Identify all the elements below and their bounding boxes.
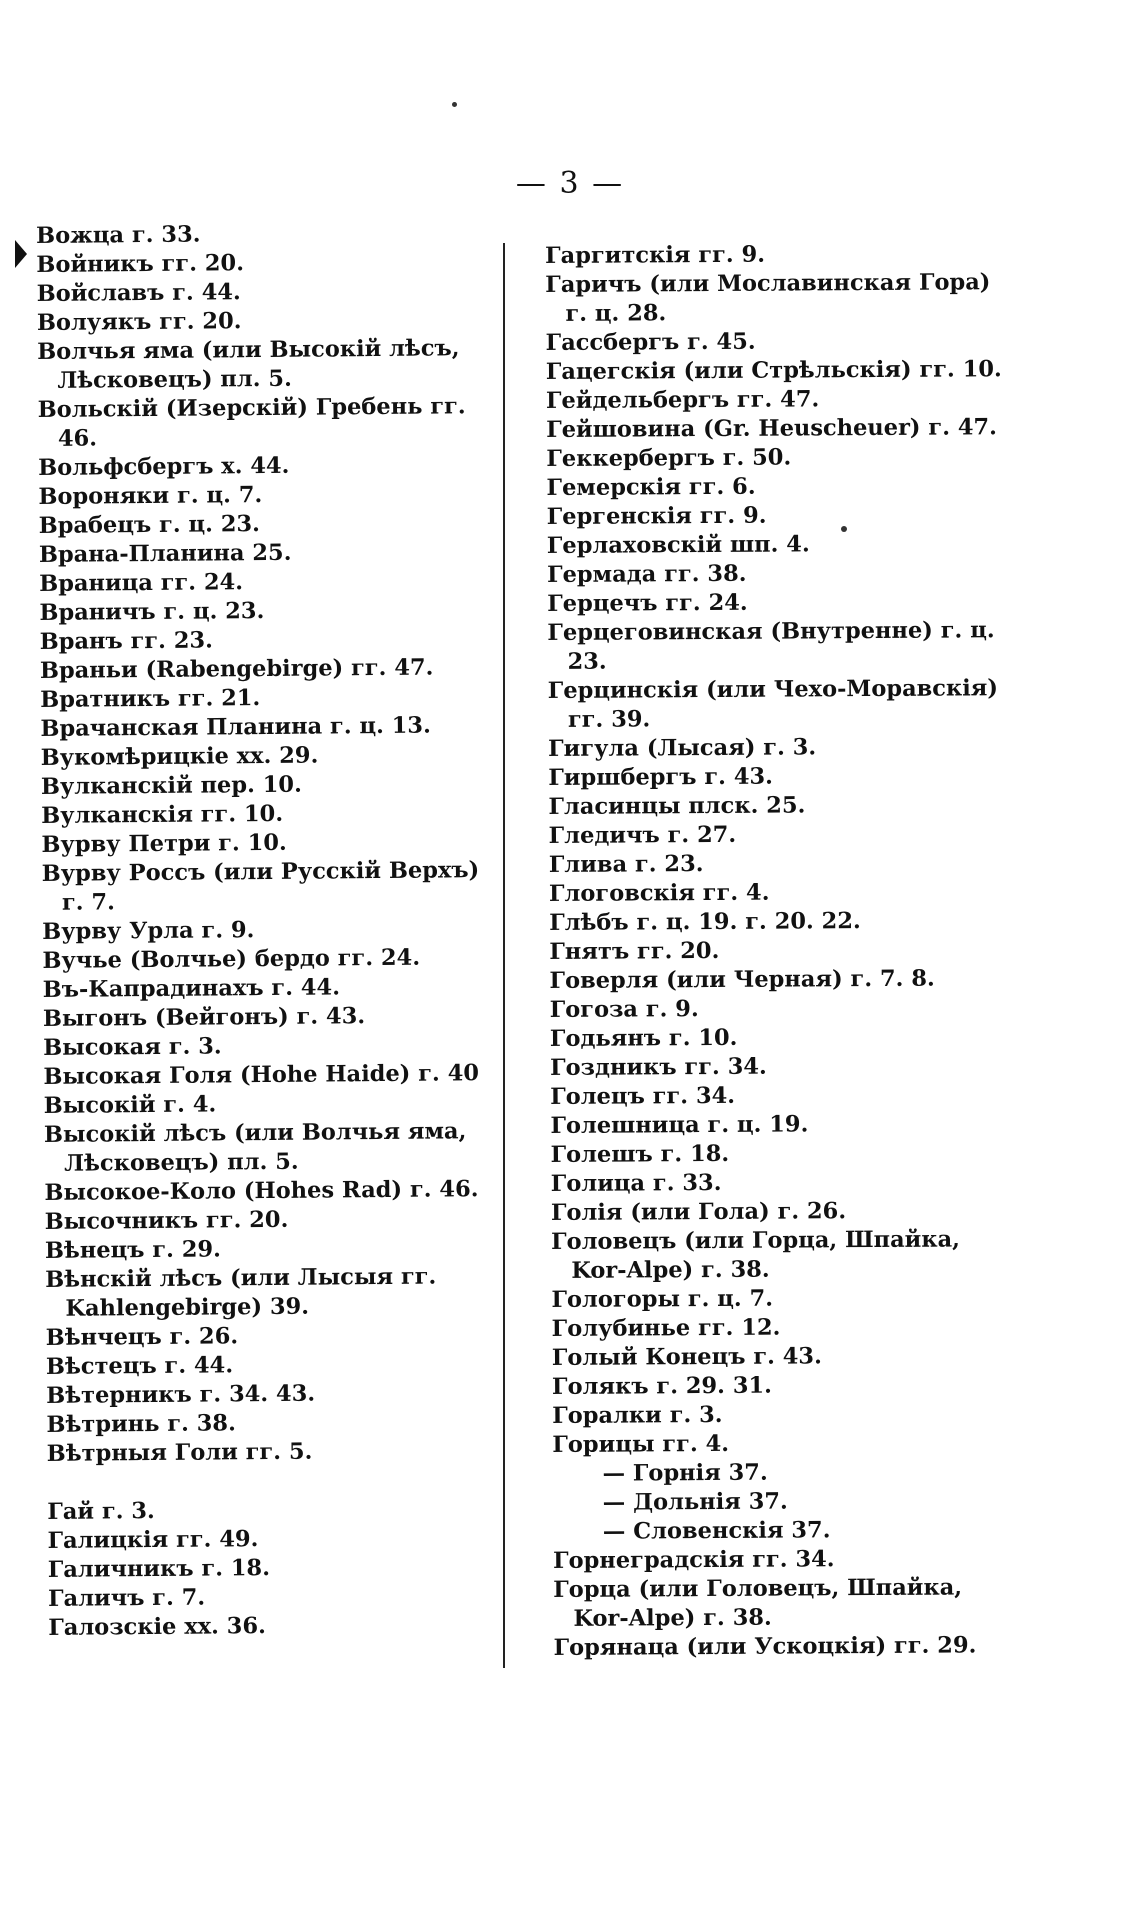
- index-entry: Геккербергъ г. 50.: [546, 444, 792, 472]
- index-entry: Голица г. 33.: [550, 1169, 722, 1197]
- index-entry: Волуякъ гг. 20.: [36, 308, 242, 336]
- index-entry: Гермада гг. 38.: [546, 560, 747, 588]
- index-entry: Вурву Урла г. 9.: [42, 917, 255, 945]
- index-entry: Гассбергъ г. 45.: [545, 328, 756, 356]
- index-entry: Голубинье гг. 12.: [551, 1314, 781, 1342]
- index-entry: Вѣтринь г. 38.: [46, 1410, 236, 1438]
- ink-speck: [841, 526, 847, 532]
- index-entry: Высочникъ гг. 20.: [44, 1206, 289, 1235]
- index-entry: Голый Конецъ г. 43.: [551, 1343, 822, 1371]
- index-entry: Горалки г. 3.: [552, 1401, 723, 1429]
- index-entry: Вѣтрныя Голи гг. 5.: [46, 1438, 313, 1467]
- index-entry: Гигула (Лысая) г. 3.: [548, 734, 817, 762]
- index-entry: Вѣстецъ г. 44.: [45, 1352, 234, 1380]
- index-subentry: — Дольнія 37.: [602, 1488, 788, 1516]
- index-entry: Горца (или Головецъ, Шпайка, Kor-Alpe) г. 38.: [553, 1574, 963, 1632]
- section-gap: [47, 1465, 487, 1498]
- index-entry: Голешъ г. 18.: [550, 1140, 730, 1168]
- index-entry: Вурву Петри г. 10.: [41, 829, 287, 858]
- index-entry: Гоздникъ гг. 34.: [549, 1053, 767, 1081]
- index-entry: Галичникъ г. 18.: [47, 1555, 271, 1583]
- index-entry: Вулканскія гг. 10.: [41, 800, 284, 829]
- index-entry: Высокій г. 4.: [43, 1091, 217, 1119]
- index-entry: Врачанская Планина г. ц. 13.: [40, 712, 431, 742]
- index-entry: Гемерскія гг. 6.: [546, 473, 756, 501]
- index-entry: Врана-Планина 25.: [38, 539, 292, 568]
- index-entry: Гласинцы плск. 25.: [548, 792, 806, 820]
- index-entry: Гергенскія гг. 9.: [546, 502, 767, 530]
- index-entry: Герцеговинская (Внутренне) г. ц. 23.: [547, 617, 995, 675]
- index-subentry: — Словенскія 37.: [602, 1517, 831, 1545]
- index-entry: Вороняки г. ц. 7.: [38, 482, 263, 510]
- index-entry: Говерля (или Черная) г. 7. 8.: [549, 965, 935, 994]
- index-entry: Годьянъ г. 10.: [549, 1024, 738, 1052]
- index-entry: Вольфсбергъ х. 44.: [38, 452, 290, 481]
- index-entry: Вратникъ гг. 21.: [40, 685, 261, 713]
- index-entry: Вѣтерникъ г. 34. 43.: [46, 1380, 316, 1409]
- index-entry: Гологоры г. ц. 7.: [551, 1285, 774, 1313]
- index-entry: Вѣнецъ г. 29.: [44, 1236, 222, 1264]
- index-entry: Войславъ г. 44.: [36, 279, 241, 307]
- index-entry: Гаргитскія гг. 9.: [545, 241, 766, 269]
- index-entry: Галозскіе хх. 36.: [48, 1613, 267, 1641]
- index-entry: Гейдельбергъ гг. 47.: [545, 386, 820, 414]
- left-column: [36, 218, 488, 1643]
- index-entry: Вулканскій пер. 10.: [40, 771, 302, 800]
- index-entry: Гаричъ (или Мославинская Гора) г. ц. 28.: [545, 269, 991, 327]
- index-entry: Выгонъ (Вейгонъ) г. 43.: [42, 1003, 366, 1032]
- index-entry: Горянаца (или Ускоцкія) гг. 29.: [553, 1632, 977, 1661]
- index-entry: Гогоза г. 9.: [549, 996, 699, 1023]
- index-entry: Враничъ г. ц. 23.: [39, 598, 265, 626]
- index-entry: Вукомѣрицкіе хх. 29.: [40, 742, 319, 771]
- index-entry: Войникъ гг. 20.: [36, 250, 245, 278]
- index-entry: Вольскій (Изерскій) Гребень гг. 46.: [37, 393, 466, 452]
- index-entry: Высокій лѣсъ (или Волчья яма, Лѣсковецъ) пл. 5.: [43, 1118, 467, 1177]
- index-entry: Гнятъ гг. 20.: [549, 937, 720, 965]
- index-entry: Галичъ г. 7.: [47, 1584, 206, 1612]
- index-entry: Враньи (Rabengebirge) гг. 47.: [39, 654, 434, 684]
- index-entry: Гай г. 3.: [47, 1498, 155, 1525]
- index-entry: Горнеградскія гг. 34.: [552, 1546, 835, 1574]
- ink-speck: [452, 102, 457, 107]
- index-entry: Высокая г. 3.: [43, 1033, 222, 1061]
- index-entry: Вѣнскій лѣсъ (или Лысыя гг. Kahlengebirge) 39.: [45, 1263, 437, 1322]
- index-entry: Герцечъ гг. 24.: [547, 589, 748, 617]
- index-entry: Вранъ гг. 23.: [39, 627, 214, 655]
- index-entry: Волчья яма (или Высокій лѣсъ, Лѣсковецъ) пл. 5.: [37, 335, 460, 394]
- index-entry: Высокое-Коло (Hohes Rad) г. 46.: [44, 1176, 479, 1206]
- column-divider: [503, 243, 505, 1668]
- index-entry: Гледичъ г. 27.: [548, 821, 737, 849]
- bookmark-marker-icon: [15, 240, 27, 268]
- index-entry: Глива г. 23.: [548, 851, 704, 878]
- index-subentry: — Горнія 37.: [602, 1459, 768, 1487]
- index-entry: Глоговскія гг. 4.: [548, 879, 770, 907]
- index-entry: Галицкія гг. 49.: [47, 1526, 259, 1554]
- index-entry: Глѣбъ г. ц. 19. г. 20. 22.: [549, 908, 861, 936]
- index-entry: Голецъ гг. 34.: [550, 1082, 736, 1110]
- index-entry: Въ-Капрадинахъ г. 44.: [42, 974, 341, 1003]
- index-entry: Гацегскія (или Стрѣльскія) гг. 10.: [545, 356, 1002, 385]
- index-entry: Голякъ г. 29. 31.: [551, 1372, 773, 1400]
- index-entry: Вожца г. 33.: [36, 221, 201, 249]
- index-entry: Голія (или Гола) г. 26.: [550, 1198, 847, 1226]
- page-number: — 3 —: [515, 166, 625, 201]
- index-entry: Герцинскія (или Чехо-Моравскія) гг. 39.: [547, 675, 999, 733]
- index-entry: Головецъ (или Горца, Шпайка, Kor-Alpe) г. 38.: [551, 1226, 961, 1284]
- index-entry: Враница гг. 24.: [39, 569, 244, 597]
- index-entry: Герлаховскій шп. 4.: [546, 531, 810, 559]
- index-entry: Высокая Голя (Hohe Haide) г. 40: [43, 1060, 480, 1090]
- right-column: [545, 239, 1014, 1663]
- index-entry: Гейшовина (Gr. Heuscheuer) г. 47.: [546, 414, 998, 443]
- index-entry: Вѣнчецъ г. 26.: [45, 1323, 239, 1351]
- index-entry: Врабецъ г. ц. 23.: [38, 511, 261, 539]
- index-entry: Вурву Россъ (или Русскій Верхъ) г. 7.: [41, 857, 480, 916]
- index-entry: Голешница г. ц. 19.: [550, 1111, 809, 1139]
- index-entry: Вучье (Волчье) бердо гг. 24.: [42, 944, 421, 974]
- index-entry: Горицы гг. 4.: [552, 1430, 730, 1458]
- index-entry: Гиршбергъ г. 43.: [548, 763, 774, 791]
